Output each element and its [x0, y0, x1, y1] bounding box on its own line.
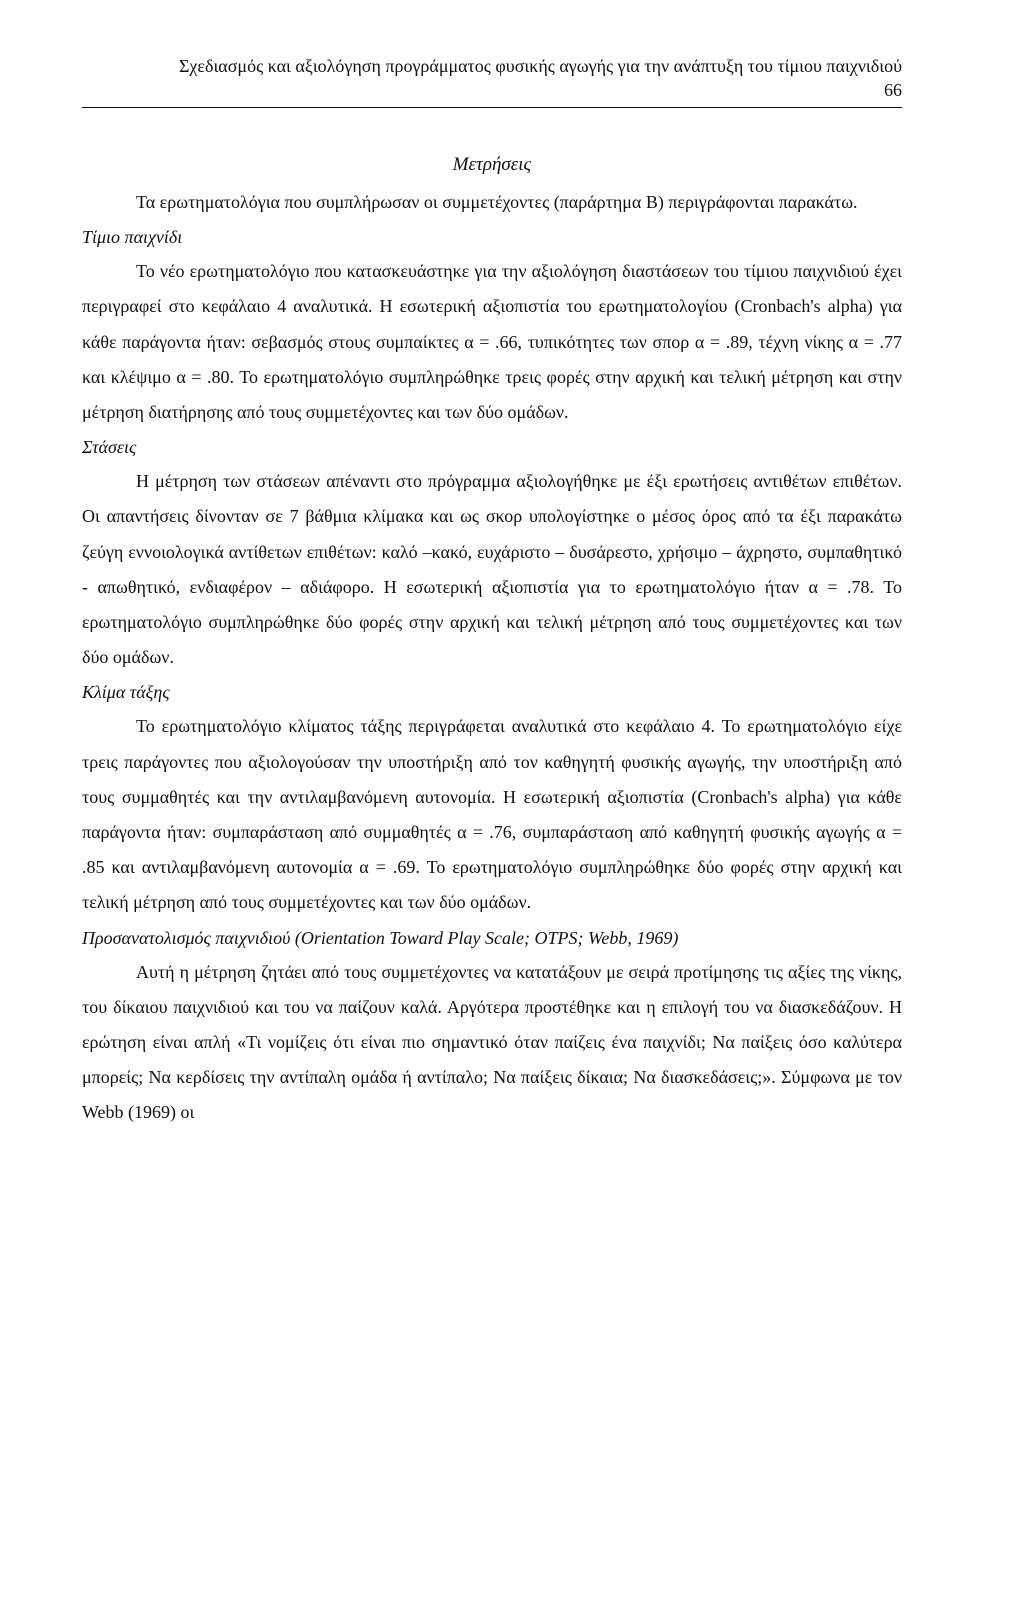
header-divider — [82, 107, 902, 108]
running-header — [82, 54, 902, 102]
subheading-play-orientation: Προσανατολισμός παιχνιδιού (Orientation Toward Play Scale; OTPS; Webb, 1969) — [82, 927, 679, 948]
subheading-fair-play: Τίμιο παιχνίδι — [82, 227, 183, 248]
paragraph-play-orientation: Αυτή η μέτρηση ζητάει από τους συμμετέχοντες να κατατάξουν με σειρά προτίμησης τις αξίες της νίκης, του δίκαιου παιχνιδιού και του να παίζουν καλά. Αργότερα προστέθηκε και η επιλογή του να διασκεδάζουν. Η ερώτηση είναι απλή «Τι νομίζεις ότι είναι πιο σημαντικό όταν παίζεις ένα παιχνίδι; Να παίξεις όσο καλύτερα μπορείς; Να κερδίσεις την αντίπαλη ομάδα ή αντίπαλο; Να παίξεις δίκαια; Να διασκεδάσεις;». Σύμφωνα με τον Webb (1969) οι — [82, 961, 902, 1123]
paragraph-fair-play: Το νέο ερωτηματολόγιο που κατασκευάστηκε για την αξιολόγηση διαστάσεων του τίμιου παιχνιδιού έχει περιγραφεί στο κεφάλαιο 4 αναλυτικά. Η εσωτερική αξιοπιστία του ερωτηματολογίου (Cronbach's alpha) για κάθε παράγοντα ήταν: σεβασμός στους συμπαίκτες α = .66, τυπικότητες των σπορ α = .89, τέχνη νίκης α = .77 και κλέψιμο α = .80. Το ερωτηματολόγιο συμπληρώθηκε τρεις φορές στην αρχική και τελική μέτρηση και στην μέτρηση διατήρησης από τους συμμετέχοντες και των δύο ομάδων. — [82, 261, 902, 423]
section-title-measurements: Μετρήσεις — [452, 154, 532, 175]
paragraph-class-climate: Το ερωτηματολόγιο κλίματος τάξης περιγράφεται αναλυτικά στο κεφάλαιο 4. Το ερωτηματολόγιο είχε τρεις παράγοντες που αξιολογούσαν την υποστήριξη από τον καθηγητή φυσικής αγωγής, την υποστήριξη από τους συμμαθητές και την αντιλαμβανόμενη αυτονομία. Η εσωτερική αξιοπιστία (Cronbach's alpha) για κάθε παράγοντα ήταν: συμπαράσταση από συμμαθητές α = .76, συμπαράσταση από καθηγητή φυσικής αγωγής α = .85 και αντιλαμβανόμενη αυτονομία α = .69. Το ερωτηματολόγιο συμπληρώθηκε δύο φορές στην αρχική και τελική μέτρηση από τους συμμετέχοντες και των δύο ομάδων. — [82, 716, 902, 913]
subheading-attitudes: Στάσεις — [82, 437, 137, 458]
page-number: 66 — [884, 80, 902, 100]
paragraph-measurements-intro: Τα ερωτηματολόγια που συμπλήρωσαν οι συμμετέχοντες (παράρτημα Β) περιγράφονται παρακάτω. — [136, 192, 858, 212]
running-header-title: Σχεδιασμός και αξιολόγηση προγράμματος φυσικής αγωγής για την ανάπτυξη του τίμιου παιχνιδιού — [178, 56, 902, 76]
paragraph-attitudes: Η μέτρηση των στάσεων απέναντι στο πρόγραμμα αξιολογήθηκε με έξι ερωτήσεις αντιθέτων επιθέτων. Οι απαντήσεις δίνονταν σε 7 βάθμια κλίμακα και ως σκορ υπολογίστηκε ο μέσος όρος από τα έξι παρακάτω ζεύγη εννοιολογικά αντίθετων επιθέτων: καλό –κακό, ευχάριστο – δυσάρεστο, χρήσιμο – άχρηστο, συμπαθητικό - απωθητικό, ενδιαφέρον – αδιάφορο. Η εσωτερική αξιοπιστία για το ερωτηματολόγιο ήταν α = .78. Το ερωτηματολόγιο συμπληρώθηκε δύο φορές στην αρχική και τελική μέτρηση από τους συμμετέχοντες και των δύο ομάδων. — [82, 471, 902, 668]
document-body — [82, 145, 902, 1131]
subheading-class-climate: Κλίμα τάξης — [82, 682, 170, 703]
